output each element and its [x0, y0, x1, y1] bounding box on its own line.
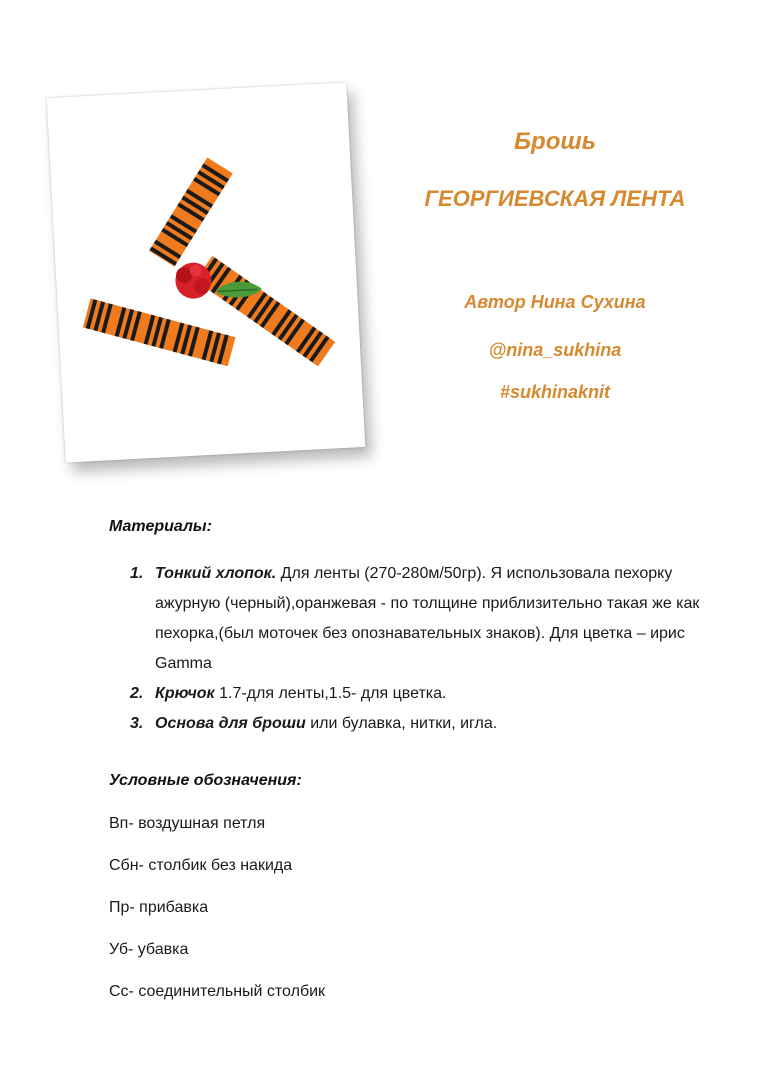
legend-item: Вп- воздушная петля [109, 815, 266, 832]
title-line-2: ГЕОРГИЕВСКАЯ ЛЕНТА [424, 186, 686, 211]
materials-list [130, 559, 710, 739]
materials-item [130, 709, 710, 739]
legend-item: Сбн- столбик без накида [109, 857, 293, 874]
materials-heading: Материалы: [109, 518, 212, 535]
item-bold: Основа для броши [155, 715, 306, 732]
title-line-1: Брошь [514, 128, 596, 155]
item-number: 1. [130, 565, 144, 582]
item-text: Для ленты (270-280м/50гр). Я использовала пехорку ажурную (черный),оранжевая - по толщине приблизительно такая же как пехорка,(был моточек без опознавательных знаков). Для цветка – ирис Gamma [155, 565, 700, 672]
item-number: 3. [130, 715, 144, 732]
item-number: 2. [130, 685, 144, 702]
legend-item: Сс- соединительный столбик [109, 983, 326, 1000]
materials-item [130, 559, 710, 679]
item-bold: Крючок [155, 685, 215, 702]
brooch-photo [47, 82, 366, 462]
legend-item: Пр- прибавка [109, 899, 209, 916]
materials-item [130, 679, 710, 709]
item-text: или булавка, нитки, игла. [305, 715, 498, 732]
legend-heading: Условные обозначения: [109, 772, 302, 789]
author-handle: @nina_sukhina [488, 340, 622, 360]
item-bold: Тонкий хлопок. [155, 565, 277, 582]
ribbon-brooch-illustration [47, 82, 366, 462]
hashtag: #sukhinaknit [499, 382, 611, 402]
author-name: Автор Нина Сухина [464, 292, 646, 312]
legend-item: Уб- убавка [109, 941, 189, 958]
item-text: 1.7-для ленты,1.5- для цветка. [214, 685, 447, 702]
